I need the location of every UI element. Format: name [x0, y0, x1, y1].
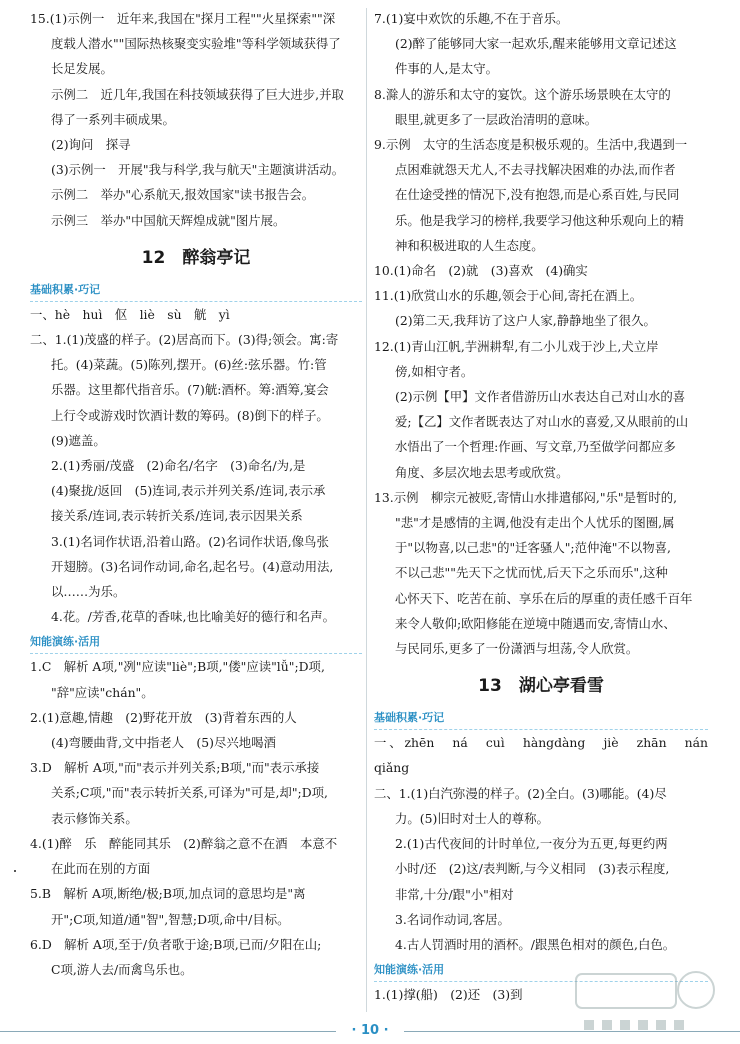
left-line: 托。(4)菜蔬。(5)陈列,摆开。(6)丝:弦乐器。竹:管: [51, 357, 327, 373]
left-line: C项,游人去/而禽鸟乐也。: [51, 961, 193, 977]
right-line: 10.(1)命名 (2)就 (3)喜欢 (4)确实: [374, 263, 588, 279]
left-line: 1.C 解析 A项,"冽"应读"liè";B项,"偻"应读"lǚ";D项,: [30, 659, 325, 675]
left-line: 15.(1)示例一 近年来,我国在"探月工程""火星探索""深: [30, 11, 336, 26]
right-line: 与民同乐,更多了一份潇洒与坦荡,令人欣赏。: [395, 641, 639, 657]
right-line: 7.(1)宴中欢饮的乐趣,不在于音乐。: [374, 11, 569, 26]
right-line: 神和积极进取的人生态度。: [395, 237, 544, 253]
right-line: 来令人敬仰;欧阳修能在逆境中随遇而安,寄情山水、: [395, 615, 676, 631]
right-line: 乐。他是我学习的榜样,我要学习他这种乐观向上的精: [395, 212, 684, 228]
left-line: 关系;C项,"而"表示转折关系,可译为"可是,却";D项,: [51, 785, 328, 801]
left-line: 开";C项,知道/通"智",智慧;D项,命中/目标。: [51, 911, 290, 927]
right-line: 于"以物喜,以己悲"的"迁客骚人";范仲淹"不以物喜,: [395, 540, 671, 556]
right-line: 角度、多层次地去思考或欣赏。: [395, 464, 569, 480]
right-line: 水悟出了一个哲理:作画、写文章,乃至做学问都应多: [395, 439, 676, 455]
left-line: 示例二 举办"心系航天,报效国家"读书报告会。: [51, 187, 315, 203]
right-line: 心怀天下、吃苦在前、享乐在后的厚重的责任感千百年: [395, 590, 693, 606]
left-line: (4)聚拢/返回 (5)连词,表示并列关系/连词,表示承: [51, 483, 326, 499]
right-line: 力。(5)旧时对士人的尊称。: [395, 810, 549, 826]
right-line: 13.示例 柳宗元被贬,寄情山水排遣郁闷,"乐"是暂时的,: [374, 489, 678, 505]
left-section-title: 12 醉翁亭记: [141, 247, 251, 268]
right-section-title: 13 湖心亭看雪: [478, 676, 604, 697]
left-line: 度载人潜水""国际热核聚变实验堆"等科学领域获得了: [51, 36, 341, 52]
left-line: 在此而在别的方面: [51, 861, 151, 877]
left-line: 一、hè huì 伛 liè sù 觥 yì: [30, 306, 230, 322]
right-line: 4.古人罚酒时用的酒杯。/跟黑色相对的颜色,白色。: [395, 936, 676, 952]
right-line: 8.滁人的游乐和太守的宴饮。这个游乐场景映在太守的: [374, 86, 671, 102]
left-line: (2)询问 探寻: [51, 137, 131, 153]
right-line: (2)醉了能够同大家一起欢乐,醒来能够用文章记述这: [395, 36, 677, 52]
left-line: 长足发展。: [51, 61, 113, 77]
left-line: 上行令或游戏时饮酒计数的筹码。(8)倒下的样子。: [51, 407, 329, 423]
left-line: (4)弯腰曲背,文中指老人 (5)尽兴地喝酒: [51, 735, 276, 751]
right-line: 件事的人,是太守。: [395, 61, 499, 77]
right-line: 小时/还 (2)这/表判断,与今义相同 (3)表示程度,: [395, 861, 670, 877]
left-subsection-header: 知能演练·活用: [30, 631, 362, 654]
page-number: · 10 ·: [336, 1022, 404, 1040]
left-subsection-header: 基础积累·巧记: [30, 279, 362, 302]
left-line: 2.(1)秀丽/茂盛 (2)命名/名字 (3)命名/为,是: [51, 458, 306, 474]
right-line: (2)第二天,我拜访了这户人家,静静地坐了很久。: [395, 313, 656, 329]
right-subsection-header: 知能演练·活用: [374, 959, 708, 982]
left-line: 6.D 解析 A项,至于/负者歌于途;B项,已而/夕阳在山;: [30, 936, 322, 952]
right-column: [374, 6, 721, 1007]
left-line: 二、1.(1)茂盛的样子。(2)居高而下。(3)得;领会。寓:寄: [30, 332, 339, 348]
left-line: 得了一系列丰硕成果。: [51, 111, 175, 127]
stray-dot: [14, 870, 16, 872]
right-subsection-header: 基础积累·巧记: [374, 707, 708, 730]
left-line: (3)示例一 开展"我与科学,我与航天"主题演讲活动。: [51, 162, 345, 178]
left-line: 接关系/连词,表示转折关系/连词,表示因果关系: [51, 508, 303, 524]
left-line: 4.花。/芳香,花草的香味,也比喻美好的德行和名声。: [51, 609, 336, 625]
right-line: 在仕途受挫的情况下,没有抱怨,而是心系百姓,与民同: [395, 187, 680, 203]
left-line: 开翅膀。(3)名词作动词,命名,起名号。(4)意动用法,: [51, 558, 334, 574]
right-line: 眼里,就更多了一层政治清明的意味。: [395, 111, 598, 127]
watermark-logo: [568, 960, 728, 1040]
right-line: 2.(1)古代夜间的计时单位,一夜分为五更,每更约两: [395, 836, 668, 852]
left-line: 2.(1)意趣,情趣 (2)野花开放 (3)背着东西的人: [30, 709, 297, 725]
left-line: 乐器。这里都代指音乐。(7)觥:酒杯。筹:酒筹,宴会: [51, 382, 329, 398]
left-line: (9)遮盖。: [51, 432, 106, 448]
right-line: 12.(1)青山江帆,芋洲耕犁,有二小儿戏于沙上,犬立岸: [374, 338, 659, 354]
left-column: [30, 6, 362, 982]
right-line: 二、1.(1)白汽弥漫的样子。(2)全白。(3)哪能。(4)尽: [374, 785, 667, 801]
column-divider: [366, 8, 367, 1012]
left-line: 示例二 近几年,我国在科技领域获得了巨大进步,并取: [51, 86, 344, 102]
right-line: 11.(1)欣赏山水的乐趣,领会于心间,寄托在酒上。: [374, 288, 643, 304]
right-line: 3.名词作动词,客居。: [395, 911, 510, 927]
left-line: 5.B 解析 A项,断绝/极;B项,加点词的意思均是"离: [30, 886, 306, 902]
right-line: 1.(1)撑(船) (2)还 (3)到: [374, 987, 523, 1003]
right-line: 不以己悲""先天下之忧而忧,后天下之乐而乐",这种: [395, 565, 668, 581]
right-line: (2)示例【甲】文作者借游历山水表达自己对山水的喜: [395, 389, 686, 405]
left-line: 3.(1)名词作状语,沿着山路。(2)名词作状语,像鸟张: [51, 533, 329, 549]
right-line: 9.示例 太守的生活态度是积极乐观的。生活中,我遇到一: [374, 137, 688, 153]
left-line: 表示修饰关系。: [51, 810, 138, 826]
right-line: 非常,十分/跟"小"相对: [395, 886, 514, 902]
right-line: 点困难就怨天尤人,不去寻找解决困难的办法,而作者: [395, 162, 676, 178]
right-line: 爱;【乙】文作者既表达了对山水的喜爱,又从眼前的山: [395, 414, 689, 430]
left-line: 3.D 解析 A项,"而"表示并列关系;B项,"而"表示承接: [30, 760, 320, 776]
left-line: "辞"应读"chán"。: [51, 684, 154, 700]
left-line: 以……为乐。: [51, 584, 126, 600]
left-line: 4.(1)醉 乐 醉能同其乐 (2)醉翁之意不在酒 本意不: [30, 835, 338, 851]
right-line: "悲"才是感情的主调,他没有走出个人忧乐的图圈,属: [395, 515, 675, 531]
left-line: 示例三 举办"中国航天辉煌成就"图片展。: [51, 212, 286, 228]
right-line: 傍,如相守者。: [395, 363, 474, 379]
right-line: 一、zhēn ná cuì hàngdàng jiè zhān nán qiǎng: [374, 735, 721, 776]
